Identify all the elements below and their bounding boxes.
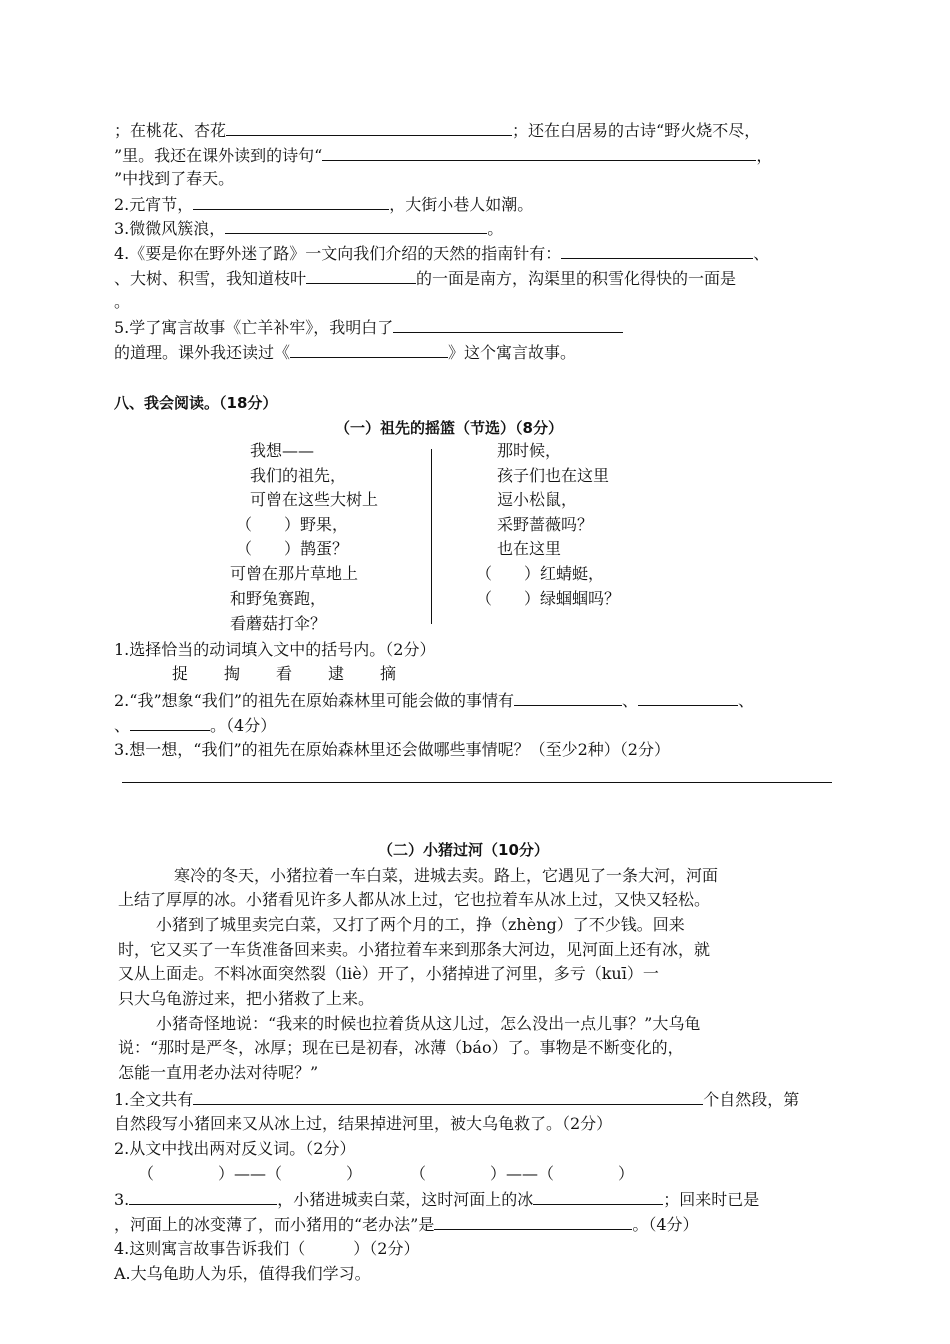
answer-blank[interactable] <box>225 216 487 234</box>
q7-line-2: ”里。我还在课外读到的诗句“ ， <box>114 143 772 168</box>
q7-item-4: 4.《要是你在野外迷了路》一文向我们介绍的天然的指南针有： 、 <box>114 241 769 266</box>
poem-right-5: 也在这里 <box>497 539 562 558</box>
poem-left-3: 可曾在这些大树上 <box>250 490 379 509</box>
verb-option: 掏 <box>224 664 241 683</box>
story-line: 只大乌龟游过来，把小猪救了上来。 <box>118 989 375 1008</box>
answer-blank[interactable] <box>306 266 416 284</box>
answer-blank[interactable] <box>290 340 448 358</box>
q7-item-5-cont: 的道理。课外我还读过《 》这个寓言故事。 <box>114 340 576 365</box>
answer-blank[interactable] <box>193 192 389 210</box>
poem-left-2: 我们的祖先， <box>250 466 347 485</box>
q7-item-4-end: 。 <box>114 292 131 311</box>
answer-blank[interactable] <box>193 1087 703 1105</box>
poem-left-4: （ ）野果， <box>236 515 349 534</box>
story-line: 上结了厚厚的冰。小猪看见许多人都从冰上过，它也拉着车从冰上过，又快又轻松。 <box>118 890 711 909</box>
story-line: 小猪到了城里卖完白菜，又打了两个月的工，挣（zhèng）了不少钱。回来 <box>156 915 685 934</box>
poem-left-8: 看蘑菇打伞？ <box>230 614 327 633</box>
poem-left-7: 和野兔赛跑， <box>230 589 327 608</box>
q7-item-3: 3.微微风簇浪， 。 <box>114 216 503 241</box>
answer-blank[interactable] <box>638 688 738 706</box>
poem-right-2: 孩子们也在这里 <box>497 466 610 485</box>
q7-line-1: ；在桃花、杏花 ；还在白居易的古诗“野火烧不尽， <box>114 118 760 143</box>
answer-blank[interactable] <box>533 1187 663 1205</box>
verb-option: 逮 <box>328 664 345 683</box>
antonym-pairs[interactable]: （ ）——（ ） （ ）——（ ） <box>138 1164 635 1183</box>
q7-item-5: 5.学了寓言故事《亡羊补牢》，我明白了 <box>114 315 623 340</box>
poem-right-3: 逗小松鼠， <box>497 490 578 509</box>
poem-left-5: （ ）鹊蛋？ <box>236 539 349 558</box>
story-line: 寒冷的冬天，小猪拉着一车白菜，进城去卖。路上，它遇见了一条大河，河面 <box>174 866 719 885</box>
story-line: 小猪奇怪地说：“我来的时候也拉着货从这儿过，怎么没出一点儿事？”大乌龟 <box>156 1014 701 1033</box>
story-line: 说：“那时是严冬，冰厚；现在已是初春，冰薄（báo）了。事物是不断变化的， <box>118 1038 684 1057</box>
r2-question-3-cont: ，河面上的冰变薄了，而小猪用的“老办法”是 。（4分） <box>114 1212 699 1237</box>
r2-question-3: 3. ，小猪进城卖白菜，这时河面上的冰 ；回来时已是 <box>114 1187 759 1212</box>
poem-right-4: 采野蔷薇吗？ <box>497 515 594 534</box>
poem-left-6: 可曾在那片草地上 <box>230 564 359 583</box>
q7-line-3: ”中找到了春天。 <box>114 169 235 188</box>
r2-question-2: 2.从文中找出两对反义词。（2分） <box>114 1139 356 1158</box>
story-line: 时，它又买了一车货准备回来卖。小猪拉着车来到那条大河边，见河面上还有冰，就 <box>118 940 711 959</box>
answer-line[interactable] <box>122 782 832 783</box>
reading-1-title: （一）祖先的摇篮（节选）（8分） <box>335 419 563 437</box>
r2-question-1: 1.全文共有 个自然段，第 <box>114 1087 799 1112</box>
answer-blank[interactable] <box>129 1187 277 1205</box>
story-line: 又从上面走。不料冰面突然裂（liè）开了，小猪掉进了河里，多亏（kuī）一 <box>118 964 659 983</box>
r1-question-1: 1.选择恰当的动词填入文中的括号内。（2分） <box>114 640 436 659</box>
r2-question-4-option-a[interactable]: A.大乌龟助人为乐，值得我们学习。 <box>114 1264 371 1283</box>
answer-blank[interactable] <box>434 1212 632 1230</box>
answer-blank[interactable] <box>322 143 756 161</box>
verb-option: 捉 <box>172 664 189 683</box>
r2-question-4: 4.这则寓言故事告诉我们（ ）（2分） <box>114 1239 420 1258</box>
r1-question-2-cont: 、 。（4分） <box>114 713 276 738</box>
q7-item-4-cont: 、大树、积雪，我知道枝叶 的一面是南方，沟渠里的积雪化得快的一面是 <box>114 266 736 291</box>
q7-item-2: 2.元宵节， ，大街小巷人如潮。 <box>114 192 533 217</box>
answer-blank[interactable] <box>561 241 753 259</box>
verb-option: 摘 <box>380 664 397 683</box>
verb-option: 看 <box>276 664 293 683</box>
reading-2-title: （二）小猪过河（10分） <box>378 841 549 859</box>
answer-blank[interactable] <box>393 315 623 333</box>
poem-right-1: 那时候， <box>497 441 562 460</box>
poem-right-7: （ ）绿蝈蝈吗？ <box>476 589 621 608</box>
r2-question-1-cont: 自然段写小猪回来又从冰上过，结果掉进河里，被大乌龟救了。（2分） <box>114 1114 613 1133</box>
r1-question-3: 3.想一想，“我们”的祖先在原始森林里还会做哪些事情呢？（至少2种）（2分） <box>114 740 670 759</box>
r1-question-2: 2.“我”想象“我们”的祖先在原始森林里可能会做的事情有 、 、 <box>114 688 754 713</box>
section-8-heading: 八、我会阅读。（18分） <box>114 394 278 412</box>
answer-blank[interactable] <box>226 118 512 136</box>
story-line: 怎能一直用老办法对待呢？” <box>118 1063 319 1082</box>
answer-blank[interactable] <box>514 688 622 706</box>
poem-right-6: （ ）红蜻蜓， <box>476 564 605 583</box>
poem-divider <box>431 449 432 624</box>
answer-blank[interactable] <box>130 713 210 731</box>
verb-choices <box>172 662 432 686</box>
poem-left-1: 我想—— <box>250 441 315 460</box>
